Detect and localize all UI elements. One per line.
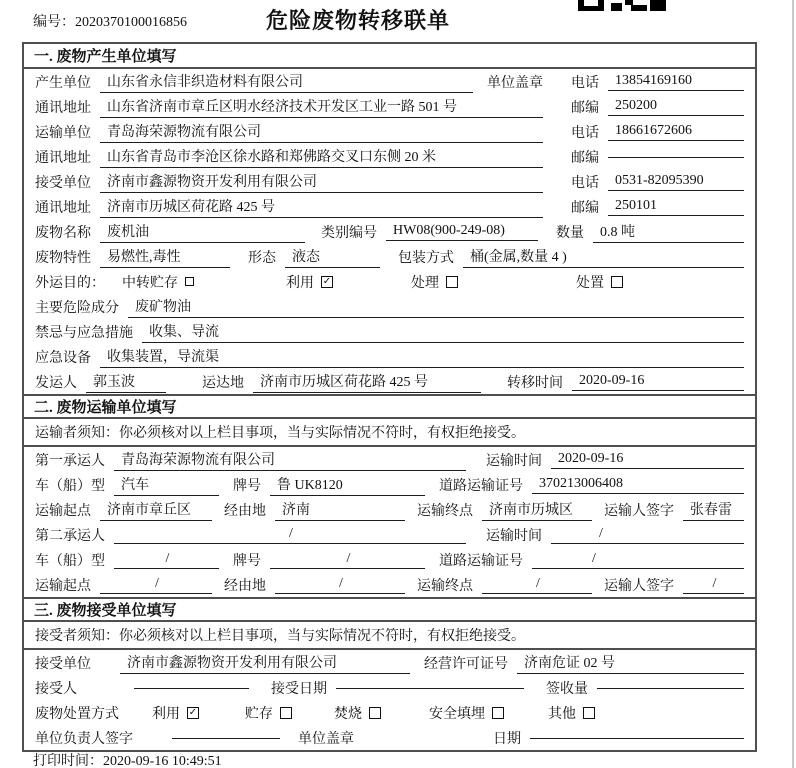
emergency-equipment-label: 应急设备 — [35, 350, 91, 366]
transporter-value: 青岛海荣源物流有限公司 — [100, 121, 543, 143]
print-time — [33, 750, 222, 768]
qr-code-fragment-icon — [578, 0, 670, 11]
disposal-method-label: 废物处置方式 — [35, 706, 119, 722]
operating-license-value: 济南危证 02 号 — [517, 652, 744, 674]
route-end-label: 运输终点 — [417, 503, 473, 519]
print-time-value: 2020-09-16 10:49:51 — [103, 754, 222, 768]
phone-value: 18661672606 — [608, 123, 744, 141]
option-label: 焚烧 — [334, 706, 362, 722]
postal-value — [608, 156, 744, 158]
postal-value: 250101 — [608, 198, 744, 216]
waste-props-label: 废物特性 — [35, 250, 91, 266]
postal-label: 邮编 — [571, 150, 599, 166]
destination-value: 济南市历城区荷花路 425 号 — [253, 371, 481, 393]
receiver-notice-text: 接受者须知：你必须核对以上栏目事项，当与实际情况不符时，有权拒绝接受。 — [35, 629, 525, 644]
transporter-address-left-group — [35, 146, 543, 168]
page-title: 危险废物转移联单 — [265, 8, 450, 33]
transfer-time-value: 2020-09-16 — [572, 373, 744, 391]
row-producer — [24, 69, 755, 94]
route-via-value: / — [275, 576, 405, 594]
transfer-form-table — [22, 42, 757, 752]
acceptor-label: 接受人 — [35, 681, 77, 697]
row-second-carrier — [24, 522, 755, 547]
qr-block — [631, 5, 647, 11]
packing-label: 包装方式 — [398, 250, 454, 266]
transporter-notice-text: 运输者须知：你必须核对以上栏目事项，当与实际情况不符时，有权拒绝接受。 — [35, 426, 525, 441]
row-acceptor — [24, 675, 755, 700]
producer-value: 山东省永信非织造材料有限公司 — [100, 71, 473, 93]
form-state-label: 形态 — [248, 250, 276, 266]
checkbox-icon — [583, 707, 595, 719]
disposal-option-storage — [245, 703, 292, 723]
address-label: 通讯地址 — [35, 150, 91, 166]
purpose-option-dispose — [576, 272, 623, 292]
postal-label: 邮编 — [571, 100, 599, 116]
carrier-sign-label: 运输人签字 — [604, 578, 674, 594]
unit-stamp-label: 单位盖章 — [298, 731, 354, 747]
transporter-left-group — [35, 121, 543, 143]
emergency-equipment-value: 收集装置，导流渠 — [100, 346, 744, 368]
receiver-label: 接受单位 — [35, 175, 91, 191]
road-license-value: / — [532, 551, 744, 569]
quantity-value: 0.8 吨 — [593, 221, 744, 243]
row-route-1 — [24, 497, 755, 522]
document-header — [0, 0, 796, 40]
producer-label: 产生单位 — [35, 75, 91, 91]
signed-quantity-value — [597, 687, 744, 689]
acceptor-value — [134, 687, 249, 689]
emergency-measures-label: 禁忌与应急措施 — [35, 325, 133, 341]
disposal-option-landfill — [429, 703, 504, 723]
checkbox-icon — [492, 707, 504, 719]
row-emergency-measures — [24, 319, 755, 344]
address-value: 山东省青岛市李沧区徐水路和郑佛路交叉口东侧 20 米 — [100, 146, 543, 168]
vehicle-type-value: 汽车 — [114, 474, 219, 496]
row-transporter-notice — [24, 419, 755, 447]
option-label: 其他 — [548, 706, 576, 722]
option-label: 利用 — [152, 706, 180, 722]
route-via-label: 经由地 — [224, 503, 266, 519]
row-waste-name — [24, 219, 755, 244]
page-edge-line — [792, 0, 794, 768]
transport-time-value: 2020-09-16 — [551, 451, 744, 469]
row-shipper — [24, 369, 755, 394]
checkbox-icon — [369, 707, 381, 719]
accept-date-label: 接受日期 — [271, 681, 327, 697]
option-label: 安全填埋 — [429, 706, 485, 722]
route-start-label: 运输起点 — [35, 578, 91, 594]
waste-props-value: 易燃性,毒性 — [100, 246, 230, 268]
postal-label: 邮编 — [571, 200, 599, 216]
phone-label: 电话 — [571, 125, 599, 141]
date-label: 日期 — [493, 731, 521, 747]
form-state-value: 液态 — [285, 246, 380, 268]
responsible-sign-value — [172, 737, 280, 739]
row-vehicle-1 — [24, 472, 755, 497]
row-vehicle-2 — [24, 547, 755, 572]
address-label: 通讯地址 — [35, 200, 91, 216]
checkbox-checked-icon: ✓ — [322, 275, 332, 287]
destination-label: 运达地 — [202, 375, 244, 391]
disposal-option-incinerate — [334, 703, 381, 723]
row-disposal-method — [24, 700, 755, 725]
phone-label: 电话 — [571, 175, 599, 191]
section1-heading: 一. 废物产生单位填写 — [24, 44, 755, 69]
emergency-measures-value: 收集、导流 — [142, 321, 744, 343]
transport-time-value: / — [551, 526, 744, 544]
purpose-option-utilize — [286, 272, 333, 292]
operating-license-label: 经营许可证号 — [424, 656, 508, 672]
row-producer-address — [24, 94, 755, 119]
producer-left-group — [35, 71, 543, 93]
address-value: 济南市历城区荷花路 425 号 — [100, 196, 543, 218]
phone-label: 电话 — [571, 75, 599, 91]
option-label: 中转贮存 — [122, 275, 178, 291]
row-first-carrier — [24, 447, 755, 472]
address-label: 通讯地址 — [35, 100, 91, 116]
carrier-sign-value: 张春雷 — [683, 499, 744, 521]
receiver-address-left-group — [35, 196, 543, 218]
route-start-label: 运输起点 — [35, 503, 91, 519]
postal-value: 250200 — [608, 98, 744, 116]
transporter-label: 运输单位 — [35, 125, 91, 141]
transport-time-label: 运输时间 — [486, 528, 542, 544]
row-emergency-equipment — [24, 344, 755, 369]
receiver-left-group — [35, 171, 543, 193]
producer-address-left-group — [35, 96, 543, 118]
row-receiver-notice — [24, 622, 755, 650]
accept-date-value — [336, 687, 524, 689]
option-label: 处置 — [576, 275, 604, 291]
checkbox-checked-icon: ✓ — [188, 706, 198, 718]
disposal-option-other — [548, 703, 595, 723]
receiver-value: 济南市鑫源物资开发利用有限公司 — [100, 171, 543, 193]
packing-value: 桶(金属,数量 4 ) — [463, 246, 744, 268]
row-transporter-address — [24, 144, 755, 169]
vehicle-type-value: / — [114, 551, 219, 569]
route-end-value: 济南市历城区 — [482, 499, 592, 521]
row-waste-props — [24, 244, 755, 269]
row-transfer-purpose — [24, 269, 755, 294]
second-carrier-value: / — [114, 526, 466, 544]
checkbox-icon — [446, 276, 458, 288]
signed-quantity-label: 签收量 — [546, 681, 588, 697]
row-responsible-signature — [24, 725, 755, 750]
responsible-sign-label: 单位负责人签字 — [35, 731, 133, 747]
purpose-label: 外运目的： — [35, 275, 105, 291]
transfer-time-label: 转移时间 — [507, 375, 563, 391]
route-via-value: 济南 — [275, 499, 405, 521]
first-carrier-value: 青岛海荣源物流有限公司 — [114, 449, 466, 471]
hazard-value: 废矿物油 — [128, 296, 744, 318]
receiving-unit-label: 接受单位 — [35, 656, 91, 672]
route-end-value: / — [482, 576, 592, 594]
vehicle-type-label: 车（船）型 — [35, 478, 105, 494]
section3-heading: 三. 废物接受单位填写 — [24, 597, 755, 622]
route-start-value: / — [100, 576, 212, 594]
road-license-value: 370213006408 — [532, 476, 744, 494]
checkbox-icon — [185, 277, 194, 286]
plate-label: 牌号 — [233, 478, 261, 494]
transport-time-label: 运输时间 — [486, 453, 542, 469]
address-value: 山东省济南市章丘区明水经济技术开发区工业一路 501 号 — [100, 96, 543, 118]
qr-block — [650, 0, 666, 11]
second-carrier-label: 第二承运人 — [35, 528, 105, 544]
carrier-sign-value: / — [683, 576, 744, 594]
purpose-option-transfer-storage — [122, 272, 194, 292]
row-receiver-address — [24, 194, 755, 219]
option-label: 利用 — [286, 275, 314, 291]
route-via-label: 经由地 — [224, 578, 266, 594]
category-value: HW08(900-249-08) — [386, 223, 538, 241]
phone-value: 13854169160 — [608, 73, 744, 91]
date-value — [530, 737, 744, 739]
carrier-sign-label: 运输人签字 — [604, 503, 674, 519]
row-receiving-unit — [24, 650, 755, 675]
checkbox-icon — [611, 276, 623, 288]
plate-value: 鲁 UK8120 — [270, 474, 425, 496]
row-transporter — [24, 119, 755, 144]
shipper-value: 郭玉波 — [86, 371, 166, 393]
shipper-label: 发运人 — [35, 375, 77, 391]
row-route-2 — [24, 572, 755, 597]
qr-block — [578, 0, 604, 11]
road-license-label: 道路运输证号 — [439, 553, 523, 569]
road-license-label: 道路运输证号 — [439, 478, 523, 494]
row-receiver — [24, 169, 755, 194]
plate-value: / — [270, 551, 425, 569]
phone-value: 0531-82095390 — [608, 173, 744, 191]
route-start-value: 济南市章丘区 — [100, 499, 212, 521]
option-label: 贮存 — [245, 706, 273, 722]
plate-label: 牌号 — [233, 553, 261, 569]
waste-name-value: 废机油 — [100, 221, 305, 243]
route-end-label: 运输终点 — [417, 578, 473, 594]
serial-value: 2020370100016856 — [75, 15, 187, 30]
first-carrier-label: 第一承运人 — [35, 453, 105, 469]
hazard-label: 主要危险成分 — [35, 300, 119, 316]
category-label: 类别编号 — [321, 225, 377, 241]
serial-label: 编号： — [33, 15, 75, 30]
unit-stamp-label: 单位盖章 — [487, 75, 543, 91]
qr-block — [611, 3, 622, 11]
receiving-unit-value: 济南市鑫源物资开发利用有限公司 — [120, 652, 410, 674]
row-hazard-components — [24, 294, 755, 319]
purpose-option-treat — [411, 272, 458, 292]
waste-name-label: 废物名称 — [35, 225, 91, 241]
checkbox-icon — [280, 707, 292, 719]
print-time-label: 打印时间： — [33, 754, 103, 768]
vehicle-type-label: 车（船）型 — [35, 553, 105, 569]
quantity-label: 数量 — [556, 225, 584, 241]
disposal-option-utilize — [152, 703, 199, 723]
section2-heading: 二. 废物运输单位填写 — [24, 394, 755, 419]
option-label: 处理 — [411, 275, 439, 291]
